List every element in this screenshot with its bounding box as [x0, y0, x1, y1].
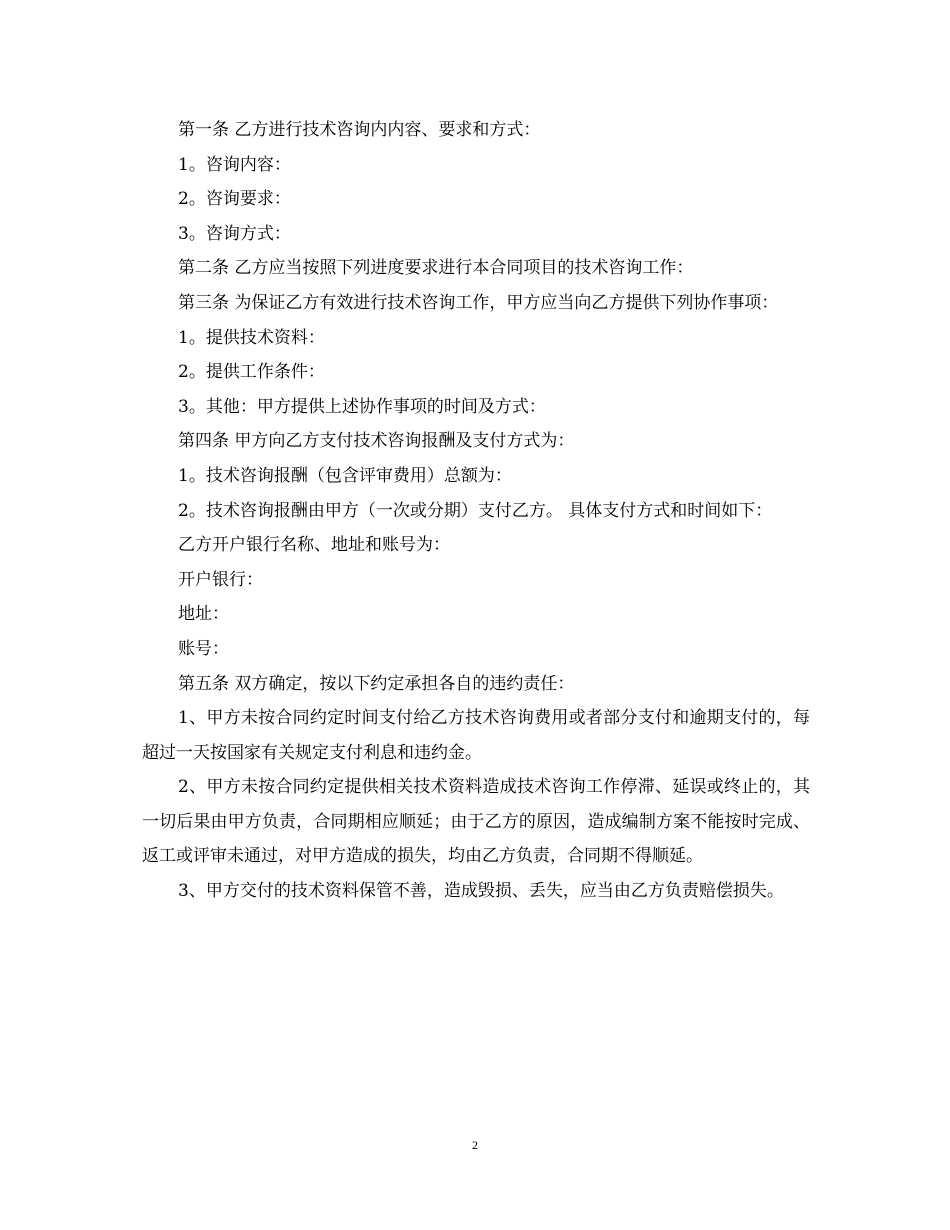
clause-1-item-1: 1。咨询内容： — [178, 154, 291, 175]
clause-3-item-2: 2。提供工作条件： — [178, 362, 325, 383]
clause-5-item-1: 1、甲方未按合同约定时间支付给乙方技术咨询费用或者部分支付和逾期支付的，每超过一天按国家有关规定支付利息和违约金。 — [142, 708, 810, 763]
clause-1-item-2: 2。咨询要求： — [178, 189, 291, 210]
clause-4-item-2: 2。技术咨询报酬由甲方（一次或分期）支付乙方。 具体支付方式和时间如下： — [178, 500, 773, 521]
clause-1-heading: 第一条 乙方进行技术咨询内内容、要求和方式： — [178, 120, 541, 140]
clause-2-heading: 第二条 乙方应当按照下列进度要求进行本合同项目的技术咨询工作： — [178, 258, 694, 279]
bank-account-field: 账号： — [178, 638, 229, 659]
clause-5-item-3: 3、甲方交付的技术资料保管不善，造成毁损、丢失，应当由乙方负责赔偿损失。 — [178, 881, 784, 902]
page-number: 2 — [472, 1138, 478, 1152]
document-body — [142, 113, 810, 909]
bank-address-field: 地址： — [178, 604, 229, 625]
clause-5-heading: 第五条 双方确定，按以下约定承担各自的违约责任： — [178, 673, 575, 694]
clause-4-item-1: 1。技术咨询报酬（包含评审费用）总额为： — [178, 465, 512, 486]
clause-1-item-3: 3。咨询方式： — [178, 223, 291, 244]
clause-5-item-2: 2、甲方未按合同约定提供相关技术资料造成技术咨询工作停滞、延误或终止的，其一切后果由甲方负责，合同期相应顺延；由于乙方的原因，造成编制方案不能按时完成、返工或评审未通过，对甲方造成的损失，均由乙方负责，合同期不得顺延。 — [142, 777, 810, 867]
bank-info-heading: 乙方开户银行名称、地址和账号为： — [178, 535, 450, 556]
clause-4-heading: 第四条 甲方向乙方支付技术咨询报酬及支付方式为： — [178, 431, 575, 452]
clause-3-item-3: 3。其他：甲方提供上述协作事项的时间及方式： — [178, 396, 546, 417]
clause-3-item-1: 1。提供技术资料： — [178, 327, 325, 348]
bank-name-field: 开户银行： — [178, 569, 263, 590]
clause-3-heading: 第三条 为保证乙方有效进行技术咨询工作，甲方应当向乙方提供下列协作事项： — [178, 292, 779, 313]
